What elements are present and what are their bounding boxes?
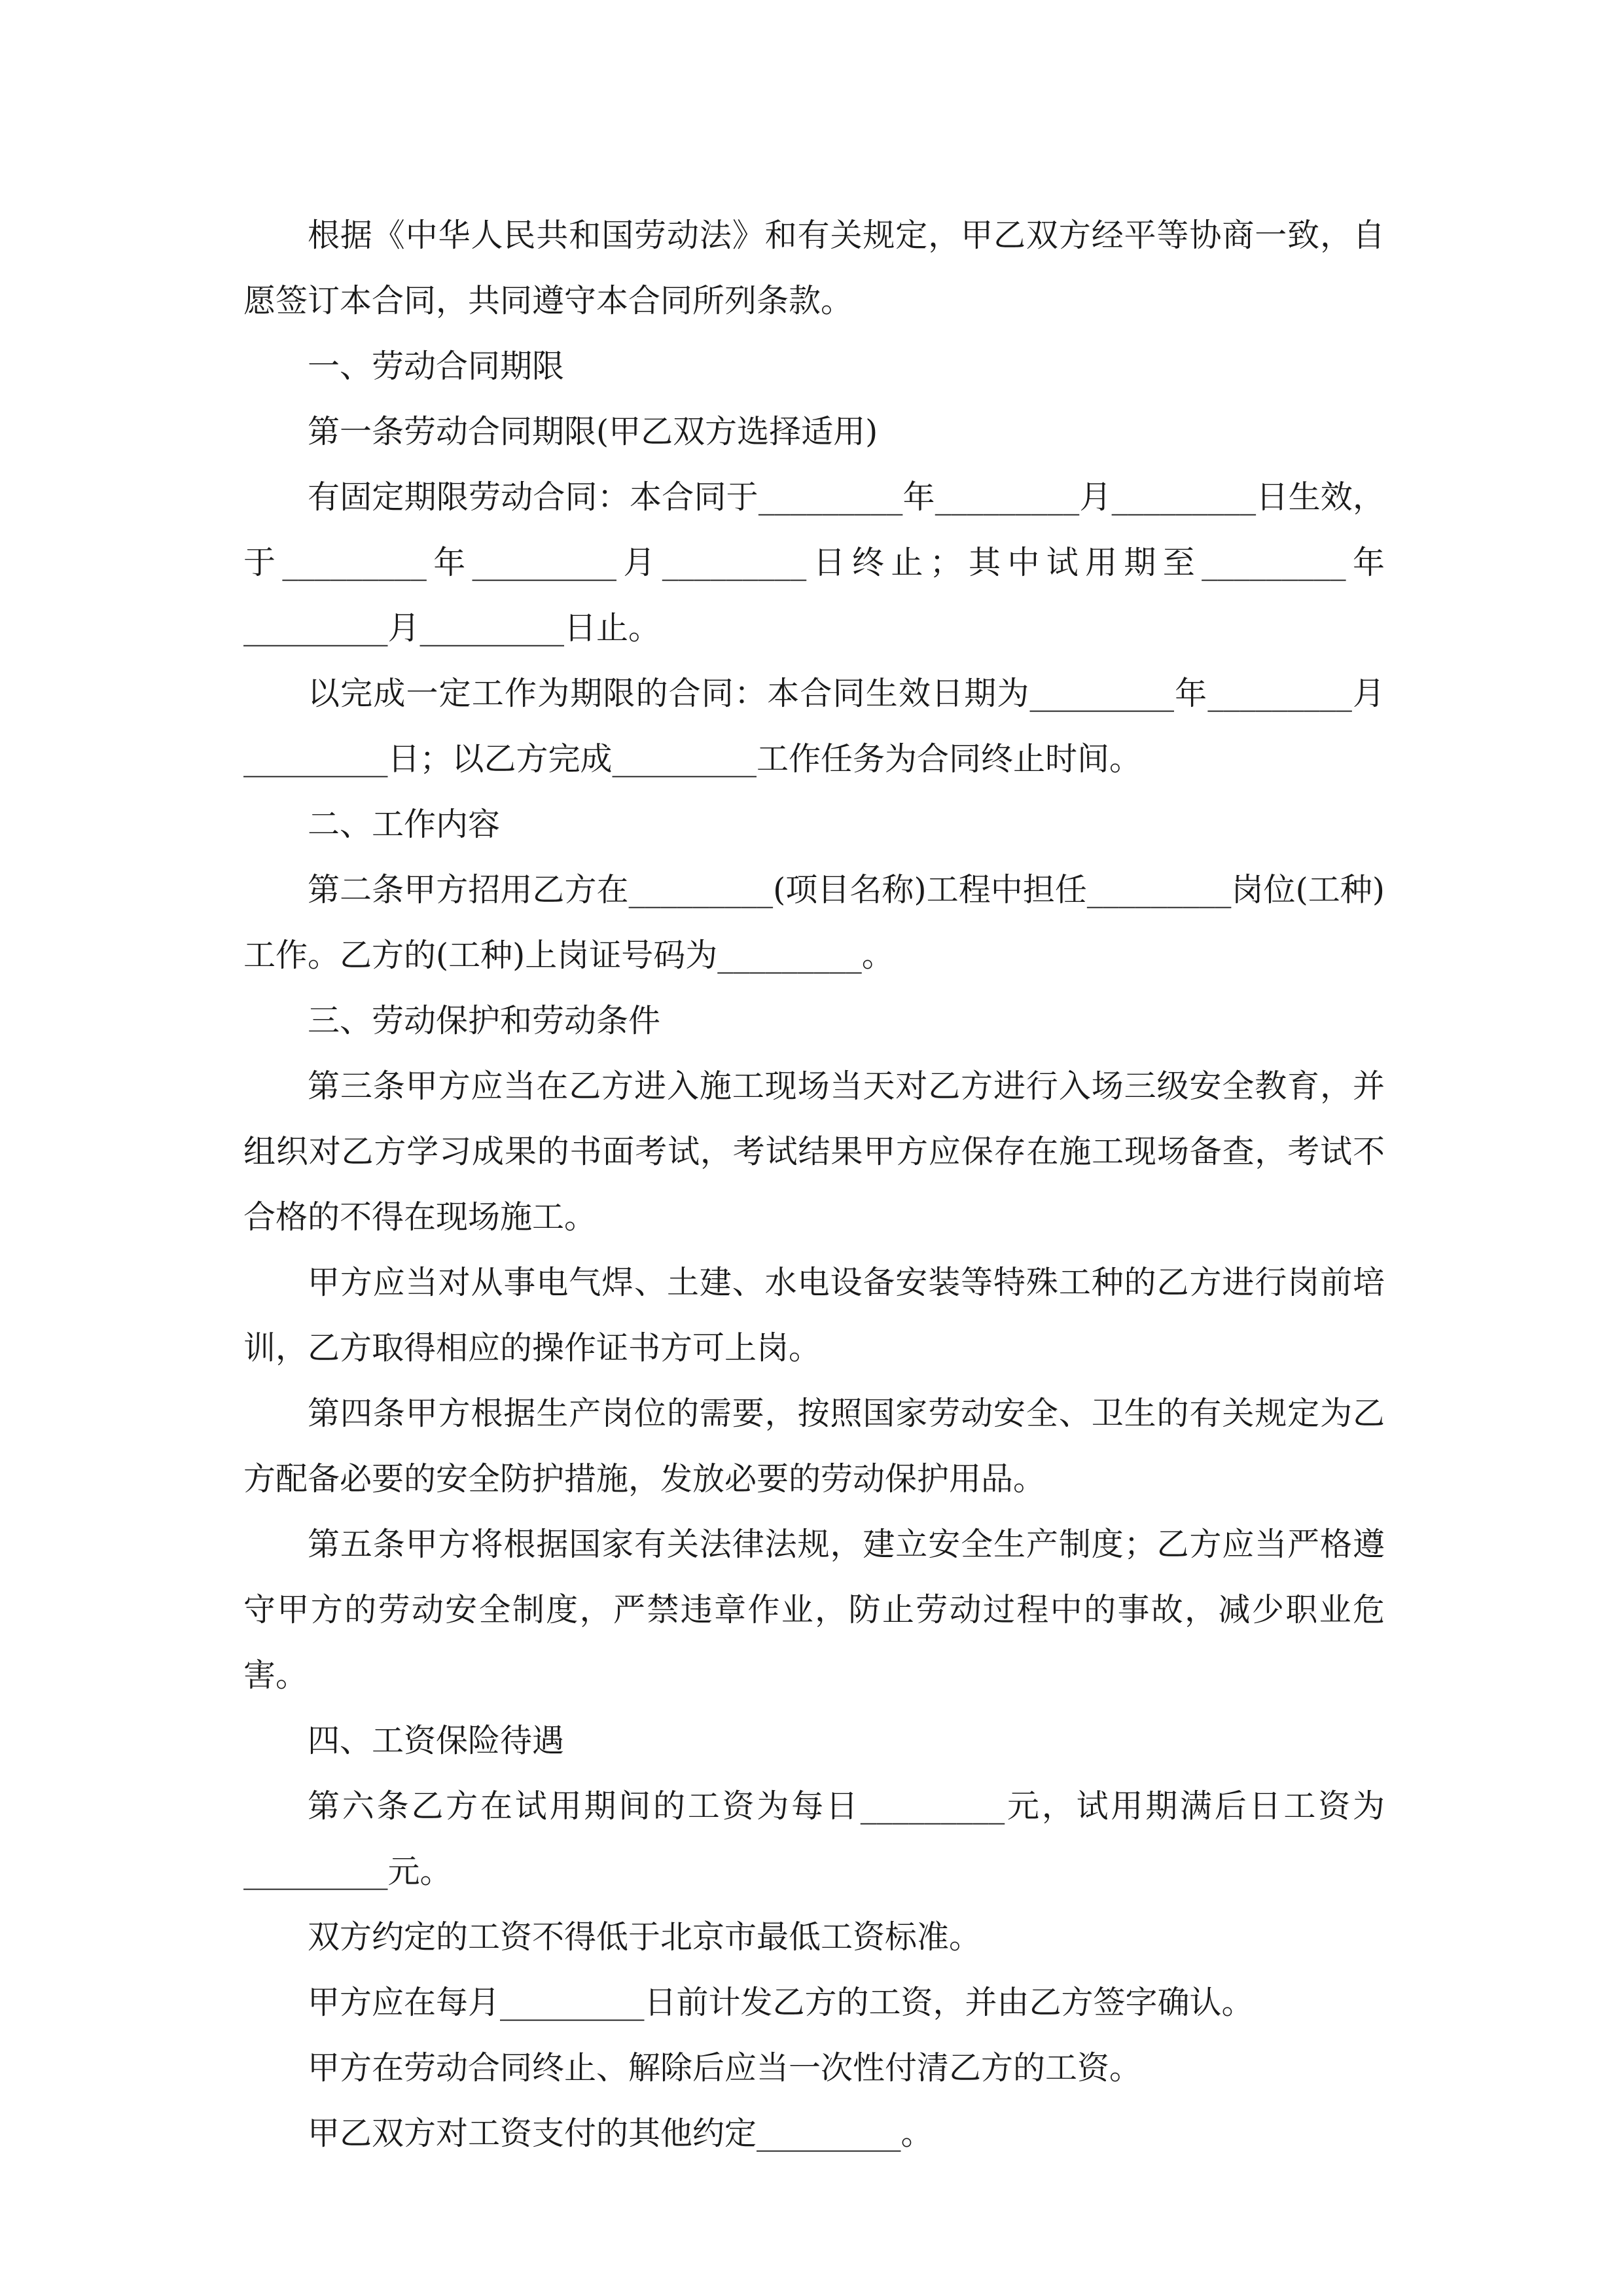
section-heading-labor-protection: 三、劳动保护和劳动条件 [308, 1002, 661, 1039]
article-1-title: 第一条劳动合同期限(甲乙双方选择适用) [308, 413, 878, 450]
section-heading-wages-insurance: 四、工资保险待遇 [308, 1722, 565, 1759]
article-4-clause: 第四条甲方根据生产岗位的需要，按照国家劳动安全、卫生的有关规定为乙方配备必要的安全防护措施，发放必要的劳动保护用品。 [243, 1395, 1385, 1498]
article-5-clause: 第五条甲方将根据国家有关法律法规，建立安全生产制度；乙方应当严格遵守甲方的劳动安全制度，严禁违章作业，防止劳动过程中的事故，减少职业危害。 [243, 1526, 1385, 1694]
other-wage-agreement-clause: 甲乙双方对工资支付的其他约定_________。 [308, 2115, 933, 2152]
task-based-contract-clause: 以完成一定工作为期限的合同：本合同生效日期为_________年_________月_________日；以乙方完成_________工作任务为合同终止时间。 [243, 675, 1385, 778]
preamble-paragraph: 根据《中华人民共和国劳动法》和有关规定，甲乙双方经平等协商一致，自愿签订本合同，共同遵守本合同所列条款。 [243, 217, 1385, 319]
article-2-clause: 第二条甲方招用乙方在_________(项目名称)工程中担任_________岗位(工种)工作。乙方的(工种)上岗证号码为_________。 [243, 871, 1385, 974]
contract-body [243, 203, 1385, 2166]
fixed-term-contract-clause: 有固定期限劳动合同：本合同于_________年_________月_________日生效，于_________年_________月_________日终止；其中试用期至_________年_________月_________日止。 [243, 478, 1385, 647]
monthly-pay-clause: 甲方应在每月_________日前计发乙方的工资，并由乙方签字确认。 [308, 1984, 1254, 2021]
article-6-clause: 第六条乙方在试用期间的工资为每日_________元，试用期满后日工资为_________元。 [243, 1787, 1385, 1890]
special-training-clause: 甲方应当对从事电气焊、土建、水电设备安装等特殊工种的乙方进行岗前培训，乙方取得相应的操作证书方可上岗。 [243, 1264, 1385, 1367]
section-heading-work-content: 二、工作内容 [308, 806, 501, 843]
article-3-clause: 第三条甲方应当在乙方进入施工现场当天对乙方进行入场三级安全教育，并组织对乙方学习成果的书面考试，考试结果甲方应保存在施工现场备查，考试不合格的不得在现场施工。 [243, 1067, 1385, 1236]
section-heading-contract-term: 一、劳动合同期限 [308, 348, 565, 385]
final-pay-clause: 甲方在劳动合同终止、解除后应当一次性付清乙方的工资。 [308, 2049, 1142, 2087]
minimum-wage-clause: 双方约定的工资不得低于北京市最低工资标准。 [308, 1918, 982, 1956]
